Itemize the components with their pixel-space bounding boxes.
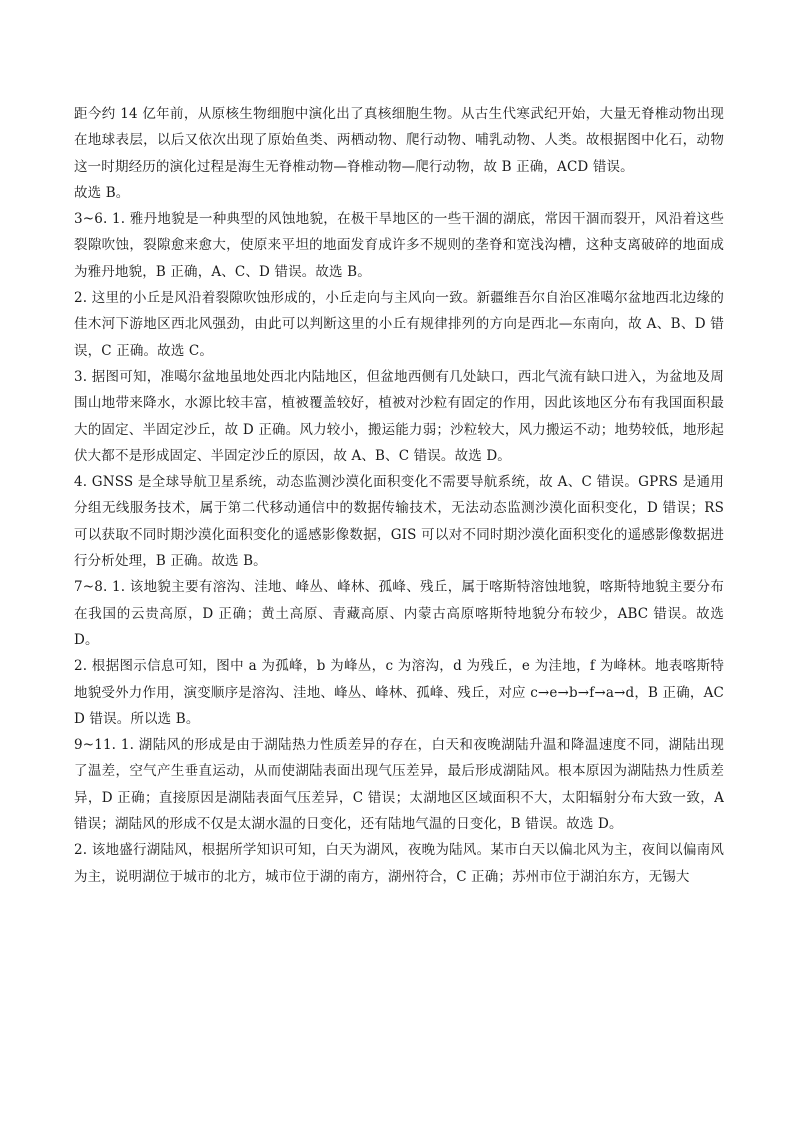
paragraph: 3. 据图可知，准噶尔盆地虽地处西北内陆地区，但盆地西侧有几处缺口，西北气流有缺口进入，为盆地及周围山地带来降水，水源比较丰富，植被覆盖较好，植被对沙粒有固定的作用，因此该地区分布有我国面积最大的固定、半固定沙丘，故 D 正确。风力较小，搬运能力弱；沙粒较大，风力搬运不动；地势较低，地形起伏大都不是形成固定、半固定沙丘的原因，故 A、B、C 错误。故选 D。 xyxy=(74,368,724,464)
document-body xyxy=(74,101,724,890)
paragraph: 故选 B。 xyxy=(74,184,130,201)
paragraph: 距今约 14 亿年前，从原核生物细胞中演化出了真核细胞生物。从古生代寒武纪开始，大量无脊椎动物出现在地球表层，以后又依次出现了原始鱼类、两栖动物、爬行动物、哺乳动物、人类。故根据图中化石，动物这一时期经历的演化过程是海生无脊椎动物—脊椎动物—爬行动物，故 B 正确，ACD 错误。 xyxy=(74,106,724,175)
paragraph: 2. 这里的小丘是风沿着裂隙吹蚀形成的，小丘走向与主风向一致。新疆维吾尔自治区准噶尔盆地西北边缘的佳木河下游地区西北风强劲，由此可以判断这里的小丘有规律排列的方向是西北—东南向，故 A、B、D 错误，C 正确。故选 C。 xyxy=(74,290,724,359)
paragraph: 7~8. 1. 该地貌主要有溶沟、洼地、峰丛、峰林、孤峰、残丘，属于喀斯特溶蚀地貌，喀斯特地貌主要分布在我国的云贵高原，D 正确；黄土高原、青藏高原、内蒙古高原喀斯特地貌分布较少，ABC 错误。故选 D。 xyxy=(74,579,724,648)
paragraph: 3~6. 1. 雅丹地貌是一种典型的风蚀地貌，在极干旱地区的一些干涸的湖底，常因干涸而裂开，风沿着这些裂隙吹蚀，裂隙愈来愈大，使原来平坦的地面发育成许多不规则的垄脊和宽浅沟槽，这种支离破碎的地面成为雅丹地貌，B 正确，A、C、D 错误。故选 B。 xyxy=(74,211,724,280)
paragraph: 2. 根据图示信息可知，图中 a 为孤峰，b 为峰丛，c 为溶沟，d 为残丘，e 为洼地，f 为峰林。地表喀斯特地貌受外力作用，演变顺序是溶沟、洼地、峰丛、峰林、孤峰、残丘，对应 c→e→b→f→a→d，B 正确，ACD 错误。所以选 B。 xyxy=(74,658,724,727)
paragraph: 9~11. 1. 湖陆风的形成是由于湖陆热力性质差异的存在，白天和夜晚湖陆升温和降温速度不同，湖陆出现了温差，空气产生垂直运动，从而使湖陆表面出现气压差异，最后形成湖陆风。根本原因为湖陆热力性质差异，D 正确；直接原因是湖陆表面气压差异，C 错误；太湖地区区域面积不大，太阳辐射分布大致一致，A 错误；湖陆风的形成不仅是太湖水温的日变化，还有陆地气温的日变化，B 错误。故选 D。 xyxy=(74,737,724,833)
paragraph: 4. GNSS 是全球导航卫星系统，动态监测沙漠化面积变化不需要导航系统，故 A、C 错误。GPRS 是通用分组无线服务技术，属于第二代移动通信中的数据传输技术，无法动态监测沙漠化面积变化，D 错误；RS 可以获取不同时期沙漠化面积变化的遥感影像数据，GIS 可以对不同时期沙漠化面积变化的遥感影像数据进行分析处理，B 正确。故选 B。 xyxy=(74,474,724,570)
paragraph: 2. 该地盛行湖陆风，根据所学知识可知，白天为湖风，夜晚为陆风。某市白天以偏北风为主，夜间以偏南风为主，说明湖位于城市的北方，城市位于湖的南方，湖州符合，C 正确；苏州市位于湖泊东方，无锡大 xyxy=(74,842,724,885)
